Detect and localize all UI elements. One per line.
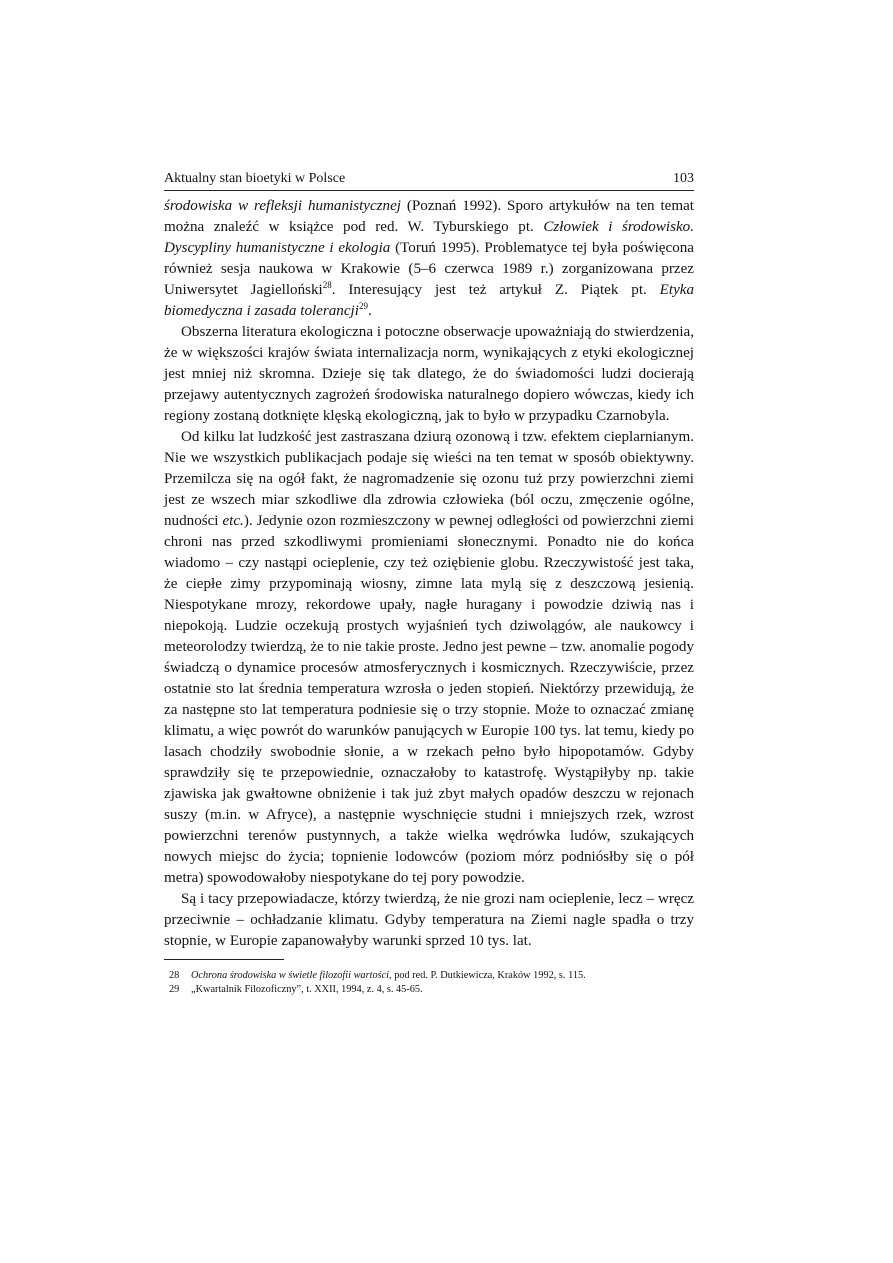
paragraph-climate	[164, 427, 694, 889]
footnote-rest: „Kwartalnik Filozoficzny”, t. XXII, 1994, z. 4, s. 45-65.	[191, 984, 423, 995]
text-run: (Poznań 1992). Sporo artykułów na ten temat można znaleźć w książce pod red. W. Tyburskiego pt.	[164, 198, 694, 235]
paragraph-cooling: Są i tacy przepowiadacze, którzy twierdzą, że nie grozi nam ocieplenie, lecz – wręcz przeciwnie – ochładzanie klimatu. Gdyby temperatura na Ziemi nagle spadła o trzy stopnie, w Europie zapanowałyby warunki sprzed 10 tys. lat.	[164, 891, 694, 949]
book-title-italic: środowiska w refleksji humanistycznej	[164, 198, 401, 214]
book-page	[164, 170, 694, 997]
text-run: ). Jedynie ozon rozmieszczony w pewnej odległości od powierzchni ziemi chroni nas przed szkodliwymi promieniami słonecznymi. Ponadto nie do końca wiadomo – czy nastąpi ocieplenie, czy też oziębienie globu. Rzeczywistość jest taka, że ciepłe zimy przypominają wiosny, zimne lata mylą się z deszczową jesienią. Niespotykane mrozy, rekordowe upały, nagłe huragany i powodzie dziwią nas i niepokoją. Ludzie oczekują prostych wyjaśnień tych dziwolągów, ale naukowcy i meteorolodzy twierdzą, że to nie takie proste. Jedno jest pewne – tzw. anomalie pogody świadczą o dynamice procesów atmosferycznych i kosmicznych. Rzeczywiście, przez ostatnie sto lat średnia temperatura wzrosła o jeden stopień. Niektórzy przewidują, że za następne sto lat temperatura podniesie się o trzy stopnie. Może to oznaczać zmianę klimatu, a więc powrót do warunków panujących w Europie 100 tys. lat temu, kiedy po lasach chodziły swobodnie słonie, a w rzekach pełno było hipopotamów. Gdyby sprawdziły się te przepowiednie, oznaczałoby to katastrofę. Wystąpiłyby np. takie zjawiska jak gwałtowne obniżenie i tak już zbyt małych opadów deszczu w rejonach suszy (m.in. w Afryce), a następnie wyschnięcie studni i mniejszych rzek, wzrost powierzchni terenów pustynnych, a także wielka wędrówka ludów, szukających nowych miejsc do życia; topnienie lodowców (poziom mórz podniósłby się o pół metra) spowodowałoby niespotykane do tej pory powodzie.	[164, 513, 694, 886]
text-run: (Toruń 1995). Problematyce tej była poświęcona również sesja naukowa w Krakowie (5–6 czerwca 1989 r.) zorganizowana przez Uniwersytet Jagielloński	[164, 240, 694, 298]
text-run: . Interesujący jest też artykuł Z. Piątek pt.	[331, 282, 660, 298]
footnote-ref-29[interactable]: 29	[358, 300, 368, 311]
etc-italic: etc.	[222, 513, 244, 529]
paragraph-continued	[164, 196, 694, 322]
body-text	[164, 196, 694, 952]
book-title-italic: Człowiek i środowisko. Dyscypliny humanistyczne i ekologia	[164, 219, 694, 256]
text-run: .	[367, 303, 372, 319]
text-run: Od kilku lat ludzkość jest zastraszana dziurą ozonową i tzw. efektem cieplarnianym. Nie we wszystkich publikacjach podaje się wieści na ten temat w sposób obiektywny. Przemilcza się na ogół fakt, że nagromadzenie się ozonu tuż przy powierzchni ziemi jest ze wszech miar szkodliwe dla zdrowia człowieka (ból oczu, zmęczenie ogólne, nudności	[164, 429, 694, 529]
footnote-28	[164, 969, 694, 983]
footnote-divider	[164, 959, 284, 960]
footnote-number: 29	[169, 984, 180, 995]
running-title: Aktualny stan bioetyki w Polsce	[164, 171, 346, 186]
page-number: 103	[673, 171, 694, 186]
paragraph-ecology: Obszerna literatura ekologiczna i potoczne obserwacje upoważniają do stwierdzenia, że w większości krajów świata internalizacja norm, wynikających z etyki ekologicznej jest mniej niż skromna. Dzieje się tak dlatego, że do świadomości ludzi docierają przejawy autentycznych zagrożeń środowiska naturalnego dopiero wówczas, kiedy ich regiony zostaną dotknięte klęską ekologiczną, jak to było w przypadku Czarnobyla.	[164, 324, 694, 424]
article-title-italic: Etyka biomedyczna i zasada tolerancji	[164, 282, 695, 319]
footnote-title-italic: Ochrona środowiska w świetle filozofii wartości	[191, 970, 390, 981]
footnote-rest: , pod red. P. Dutkiewicza, Kraków 1992, s. 115.	[389, 970, 586, 981]
footnote-ref-28[interactable]: 28	[322, 279, 332, 290]
footnote-text	[191, 969, 586, 983]
footnote-29	[164, 983, 694, 997]
running-header	[164, 170, 694, 191]
footnote-number: 28	[169, 970, 180, 981]
footnotes	[164, 969, 694, 997]
footnote-text	[191, 983, 423, 997]
